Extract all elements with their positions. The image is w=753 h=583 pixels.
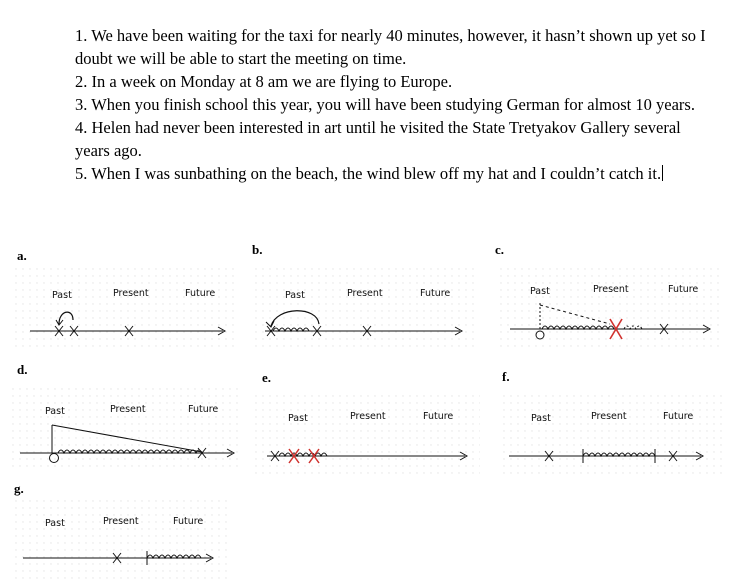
label-future: Future (420, 288, 451, 299)
diagram-letter-g: g. (14, 481, 24, 496)
label-past: Past (285, 290, 305, 301)
label-present: Present (113, 288, 149, 299)
label-past: Past (45, 406, 65, 417)
timeline-diagram-a (15, 268, 237, 348)
sentence-1: 1. We have been waiting for the taxi for nearly 40 minutes, however, it hasn’t shown up yet so I doubt we will be able to start the meeting on time. (75, 26, 706, 68)
label-future: Future (185, 288, 216, 299)
label-present: Present (110, 404, 146, 415)
timeline-diagram-f (503, 395, 723, 475)
text-cursor (662, 165, 663, 181)
label-past: Past (52, 290, 72, 301)
sentence-3: 3. When you finish school this year, you will have been studying German for almost 10 years. (75, 95, 695, 114)
sentence-4: 4. Helen had never been interested in art until he visited the State Tretyakov Gallery several years ago. (75, 118, 681, 160)
diagram-letter-b: b. (252, 242, 263, 257)
timeline-f-svg (503, 395, 723, 475)
timeline-diagram-e (255, 395, 480, 475)
timeline-diagram-g (15, 500, 227, 580)
diagram-letter-a: a. (17, 248, 27, 263)
diagram-letter-c: c. (495, 242, 505, 257)
label-past: Past (531, 413, 551, 424)
sentence-5 (75, 162, 715, 185)
label-future: Future (423, 411, 454, 422)
diagram-letter-f: f. (502, 369, 510, 384)
sentence-list (75, 24, 715, 185)
label-future: Future (663, 411, 694, 422)
timeline-e-svg (255, 395, 480, 475)
label-future: Future (668, 284, 699, 295)
timeline-g-svg (15, 500, 227, 580)
label-future: Future (188, 404, 219, 415)
label-present: Present (350, 411, 386, 422)
timeline-b-svg (255, 268, 477, 348)
diagram-letter-d: d. (17, 362, 28, 377)
timeline-diagram-d (12, 388, 240, 472)
label-present: Present (593, 284, 629, 295)
label-present: Present (347, 288, 383, 299)
sentence-2: 2. In a week on Monday at 8 am we are flying to Europe. (75, 72, 453, 91)
label-past: Past (45, 518, 65, 529)
label-past: Past (288, 413, 308, 424)
label-present: Present (103, 516, 139, 527)
label-present: Present (591, 411, 627, 422)
timeline-diagram-c (500, 268, 722, 348)
label-future: Future (173, 516, 204, 527)
diagram-letter-e: e. (262, 370, 272, 385)
timeline-diagram-b (255, 268, 477, 348)
timeline-a-svg (15, 268, 237, 348)
timeline-c-svg (500, 268, 722, 348)
sentence-5-text: 5. When I was sunbathing on the beach, the wind blew off my hat and I couldn’t catch it. (75, 164, 662, 183)
label-past: Past (530, 286, 550, 297)
timeline-d-svg (12, 388, 240, 472)
